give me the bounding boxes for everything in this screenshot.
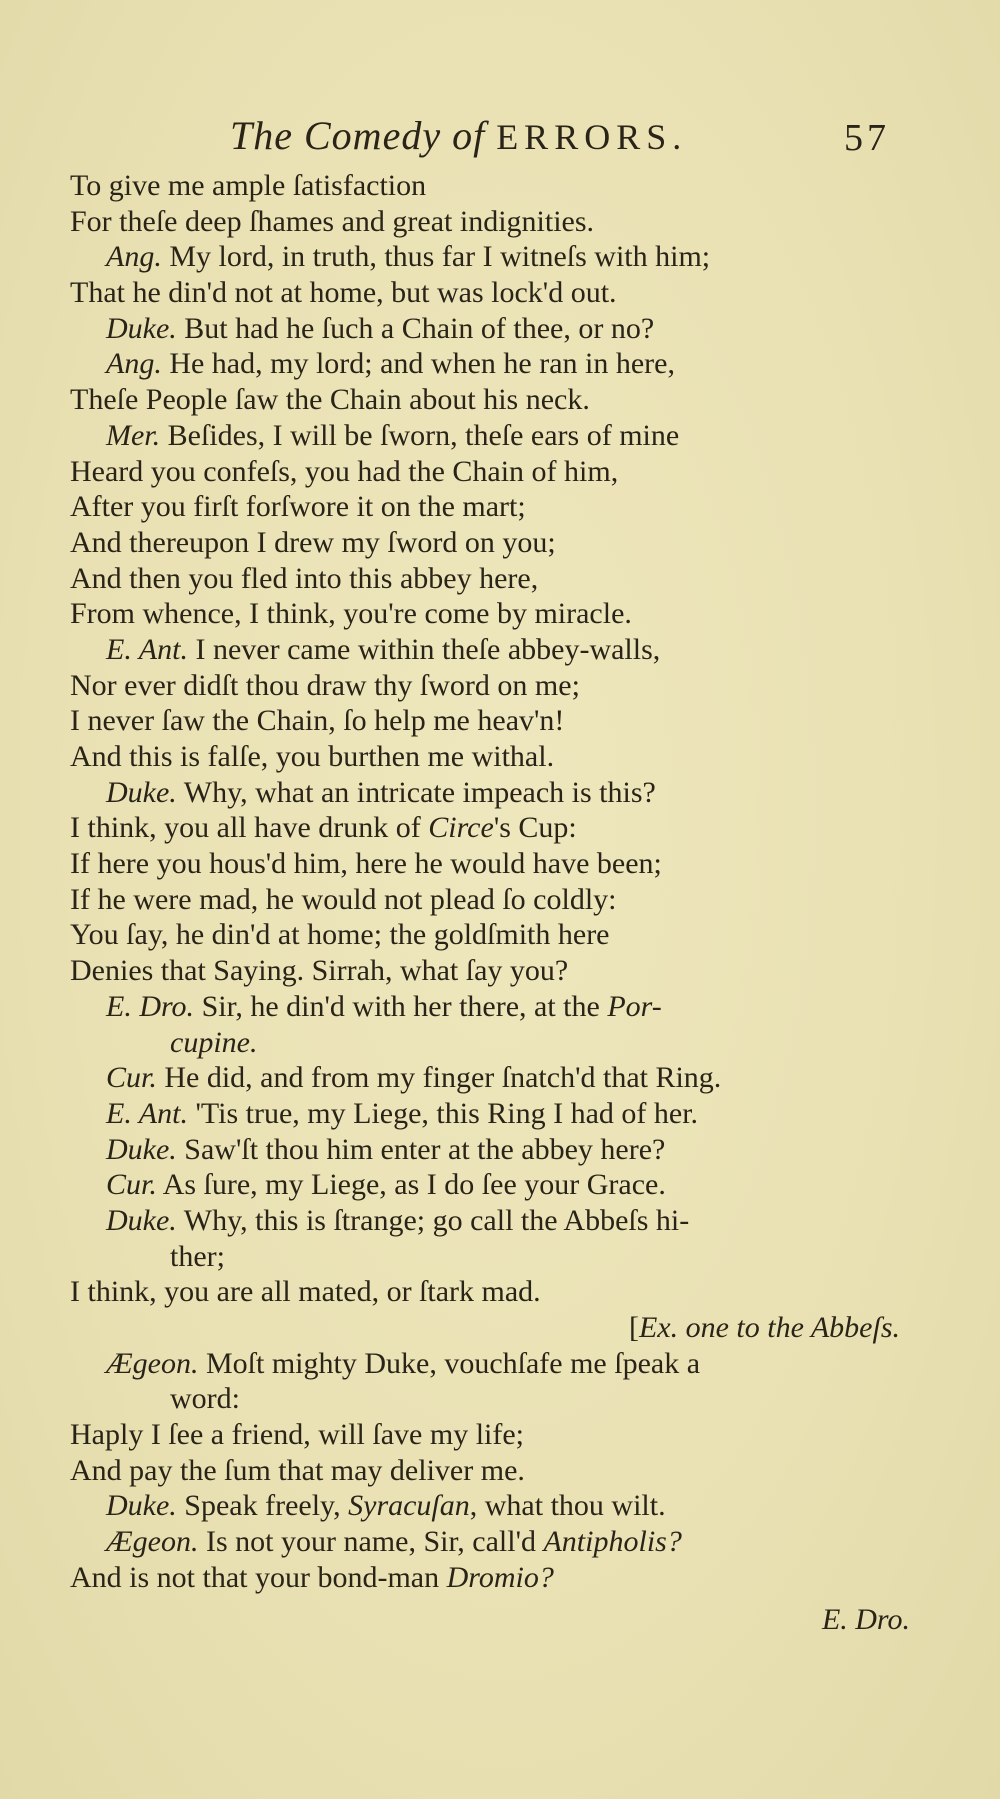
- line-text: But had he ſuch a Chain of thee, or no?: [176, 311, 655, 345]
- verse-line: [70, 204, 910, 240]
- stage-direction: [70, 1310, 910, 1346]
- speech-line: [70, 1203, 910, 1239]
- verse-line: [70, 596, 910, 632]
- speaker-name: Mer.: [106, 418, 161, 452]
- line-text: I think, you all have drunk of: [70, 811, 429, 845]
- line-text: Saw'ſt thou him enter at the abbey here?: [176, 1132, 666, 1166]
- italic-text: Circe: [428, 811, 494, 845]
- verse-line: [70, 1560, 910, 1596]
- line-text-after: , what thou wilt.: [469, 1489, 666, 1523]
- running-title-italic: The Comedy of: [230, 113, 486, 158]
- speech-line: [70, 239, 910, 275]
- line-text: I never came within theſe abbey-walls,: [187, 632, 661, 666]
- italic-text: Ex. one to the Abbeſs.: [638, 1311, 900, 1344]
- speech-line: [70, 1060, 910, 1096]
- line-text: 'Tis true, my Liege, this Ring I had of her.: [187, 1096, 699, 1130]
- line-text: Moſt mighty Duke, vouchſafe me ſpeak a: [198, 1346, 701, 1380]
- speaker-name: Duke.: [106, 311, 177, 345]
- speech-line: [70, 1096, 910, 1132]
- page-header: [60, 112, 890, 172]
- verse-line: [70, 168, 910, 204]
- speech-line: [70, 1346, 910, 1382]
- line-text: He had, my lord; and when he ran in here,: [161, 347, 675, 381]
- verse-line: [70, 703, 910, 739]
- speaker-name: Ægeon.: [106, 1346, 199, 1380]
- speech-line: [70, 989, 910, 1025]
- line-text: My lord, in truth, thus far I witneſs with him;: [161, 240, 711, 274]
- running-title: [230, 112, 687, 159]
- running-title-caps: ERRORS.: [496, 117, 688, 157]
- line-text: I never ſaw the Chain, ſo help me heav'n!: [70, 704, 565, 738]
- line-text: Why, this is ſtrange; go call the Abbeſs hi-: [176, 1203, 690, 1237]
- catchword: E. Dro.: [821, 1602, 910, 1636]
- line-text: That he din'd not at home, but was lock'd out.: [70, 276, 617, 310]
- italic-text: Syracuſan: [348, 1489, 470, 1523]
- verse-line: [70, 1417, 910, 1453]
- line-text: I think, you are all mated, or ſtark mad.: [70, 1275, 541, 1309]
- speaker-name: Ang.: [106, 240, 162, 274]
- line-text: Speak freely,: [176, 1489, 349, 1523]
- line-text: Is not your name, Sir, call'd: [198, 1525, 544, 1559]
- italic-text: Por-: [607, 989, 662, 1023]
- verse-line: [70, 489, 910, 525]
- speaker-name: Duke.: [106, 1132, 177, 1166]
- line-text: Nor ever didſt thou draw thy ſword on me;: [70, 668, 580, 702]
- verse-line: [70, 1239, 910, 1275]
- line-text: To give me ample ſatisfaction: [70, 169, 427, 202]
- speaker-name: Cur.: [106, 1061, 157, 1095]
- line-text: Why, what an intricate impeach is this?: [176, 775, 656, 809]
- line-text: You ſay, he din'd at home; the goldſmith here: [70, 918, 610, 952]
- line-text: And pay the ſum that may deliver me.: [70, 1453, 525, 1487]
- speech-line: [70, 1488, 910, 1524]
- speaker-name: Duke.: [106, 1489, 177, 1523]
- speech-line: [70, 1167, 910, 1203]
- speech-line: [70, 1524, 910, 1560]
- line-text: ther;: [170, 1239, 225, 1273]
- line-text: Denies that Saying. Sirrah, what ſay you?: [70, 954, 569, 988]
- line-text: And then you fled into this abbey here,: [70, 561, 539, 595]
- verse-line: [70, 1381, 910, 1417]
- verse-line: [70, 882, 910, 918]
- speaker-name: E. Ant.: [106, 1096, 188, 1130]
- line-text: As ſure, my Liege, as I do ſee your Grace.: [156, 1168, 666, 1202]
- speaker-name: Cur.: [106, 1168, 157, 1202]
- line-text: And thereupon I drew my ſword on you;: [70, 525, 556, 559]
- line-text: If here you hous'd him, here he would have been;: [70, 847, 662, 881]
- verse-line: [70, 810, 910, 846]
- line-text: If he were mad, he would not plead ſo coldly:: [70, 882, 617, 916]
- speech-line: [70, 346, 910, 382]
- speaker-name: Ang.: [106, 347, 162, 381]
- verse-line: [70, 1025, 910, 1061]
- line-text: After you firſt forſwore it on the mart;: [70, 490, 526, 524]
- line-text: [: [628, 1311, 639, 1344]
- line-text: Theſe People ſaw the Chain about his neck.: [70, 383, 590, 417]
- speech-line: [70, 1132, 910, 1168]
- speech-line: [70, 775, 910, 811]
- verse-line: [70, 1274, 910, 1310]
- line-text: Beſides, I will be ſworn, theſe ears of mine: [160, 418, 680, 452]
- italic-text: Antipholis?: [543, 1525, 682, 1559]
- verse-line: [70, 1453, 910, 1489]
- verse-line: [70, 953, 910, 989]
- speech-line: [70, 418, 910, 454]
- line-text: Haply I ſee a friend, will ſave my life;: [70, 1418, 524, 1452]
- speaker-name: Duke.: [106, 1203, 177, 1237]
- line-text: word:: [170, 1382, 240, 1416]
- italic-text: Dromio?: [446, 1560, 554, 1594]
- line-text: He did, and from my finger ſnatch'd that Ring.: [156, 1061, 722, 1095]
- verse-line: [70, 525, 910, 561]
- verse-line: [70, 454, 910, 490]
- line-text: Heard you confeſs, you had the Chain of him,: [70, 454, 619, 488]
- speaker-name: Duke.: [106, 775, 177, 809]
- speech-line: [70, 632, 910, 668]
- speaker-name: E. Dro.: [106, 989, 195, 1023]
- verse-line: [70, 382, 910, 418]
- verse-line: [70, 668, 910, 704]
- line-text: For theſe deep ſhames and great indignities.: [70, 204, 595, 238]
- verse-line: [70, 275, 910, 311]
- verse-line: [70, 739, 910, 775]
- speaker-name: E. Ant.: [106, 632, 188, 666]
- line-text-after: 's Cup:: [493, 811, 577, 845]
- verse-line: [70, 846, 910, 882]
- line-text: Sir, he din'd with her there, at the: [194, 989, 608, 1023]
- line-text: From whence, I think, you're come by miracle.: [70, 597, 632, 631]
- page-number: 57: [844, 117, 890, 159]
- line-text: And is not that your bond-man: [70, 1560, 447, 1594]
- speaker-name: Ægeon.: [106, 1525, 199, 1559]
- verse-line: [70, 561, 910, 597]
- play-text: [70, 168, 910, 1637]
- italic-text: cupine.: [170, 1025, 258, 1059]
- line-text: And this is falſe, you burthen me withal.: [70, 740, 555, 773]
- verse-line: [70, 917, 910, 953]
- speech-line: [70, 311, 910, 347]
